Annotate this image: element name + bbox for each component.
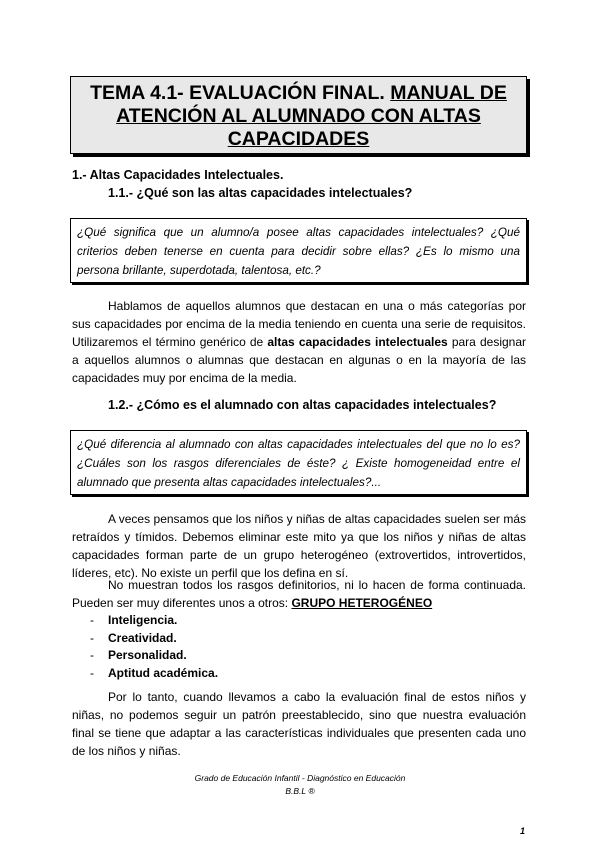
title-box (70, 76, 527, 154)
paragraph-2-text: A veces pensamos que los niños y niñas de altas capacidades suelen ser más retraídos y tímidos. Debemos eliminar este mito ya que los niños y niñas de altas capacidades forman parte de un grupo heterogéneo (extrovertidos, introvertidos, líderes, etc). No existe un perfil que los defina en sí. (72, 512, 526, 580)
paragraph-3-underlined: GRUPO HETEROGÉNEO (291, 596, 433, 610)
paragraph-1-bold: altas capacidades intelectuales (267, 335, 448, 349)
list-item: - Creatividad. (90, 630, 177, 645)
paragraph-3-text: No muestran todos los rasgos definitorios, ni lo hacen de forma continuada. Pueden ser muy diferentes unos a otros: (72, 578, 526, 610)
footer-line-1: Grado de Educación Infantil - Diagnóstico en Educación (194, 773, 406, 783)
subsection-heading-1-1: 1.1.- ¿Qué son las altas capacidades intelectuales? (108, 186, 413, 200)
list-item: - Personalidad. (90, 648, 187, 662)
title-underlined: MANUAL DE ATENCIÓN AL ALUMNADO CON ALTAS CAPACIDADES (116, 82, 507, 150)
paragraph-1-text-a: Hablamos de aquellos alumnos que destacan en una o más categorías por sus capacidades por encima de la media teniendo en cuenta una serie de requisitos. Utilizaremos el término genérico de (72, 299, 526, 349)
list-item-label: Inteligencia. (108, 613, 178, 627)
subsection-heading-1-2: 1.2.- ¿Cómo es el alumnado con altas capacidades intelectuales? (108, 398, 497, 412)
paragraph-1-text-b: para designar a aquellos alumnos o alumnas que destacan en algunas o en la mayoría de las capacidades muy por encima de la media. (72, 335, 526, 385)
list-item: - Inteligencia. (90, 613, 178, 627)
paragraph-3 (72, 576, 526, 612)
paragraph-4-text: Por lo tanto, cuando llevamos a cabo la evaluación final de estos niños y niñas, no podemos seguir un patrón preestablecido, sino que nuestra evaluación final se tiene que adaptar a las características individuales que presenten cada uno de los niños y niñas. (72, 690, 526, 758)
paragraph-1 (72, 297, 526, 387)
section-heading: 1.- Altas Capacidades Intelectuales. (72, 168, 284, 182)
question-box-2: ¿Qué diferencia al alumnado con altas capacidades intelectuales del que no lo es? ¿Cuáles son los rasgos diferenciales de éste? ¿ Existe homogeneidad entre el alumnado que presenta altas capacidades intelectuales?... (70, 430, 527, 495)
feature-list (90, 612, 218, 682)
page-number: 1 (520, 826, 526, 836)
question-box-1: ¿Qué significa que un alumno/a posee altas capacidades intelectuales? ¿Qué criterios deben tenerse en cuenta para decidir sobre ellas? ¿Es lo mismo una persona brillante, superdotada, talentosa, etc.? (70, 218, 527, 283)
list-item-label: Personalidad. (108, 648, 187, 662)
list-item-label: Creatividad. (108, 630, 177, 645)
list-item-label: Aptitud académica. (108, 665, 219, 680)
title-prefix: TEMA 4.1- EVALUACIÓN FINAL. (90, 82, 391, 104)
paragraph-2 (72, 510, 526, 582)
paragraph-4 (72, 688, 526, 760)
list-item: - Aptitud académica. (90, 665, 219, 680)
footer-line-2: B.B.L ® (285, 786, 315, 796)
